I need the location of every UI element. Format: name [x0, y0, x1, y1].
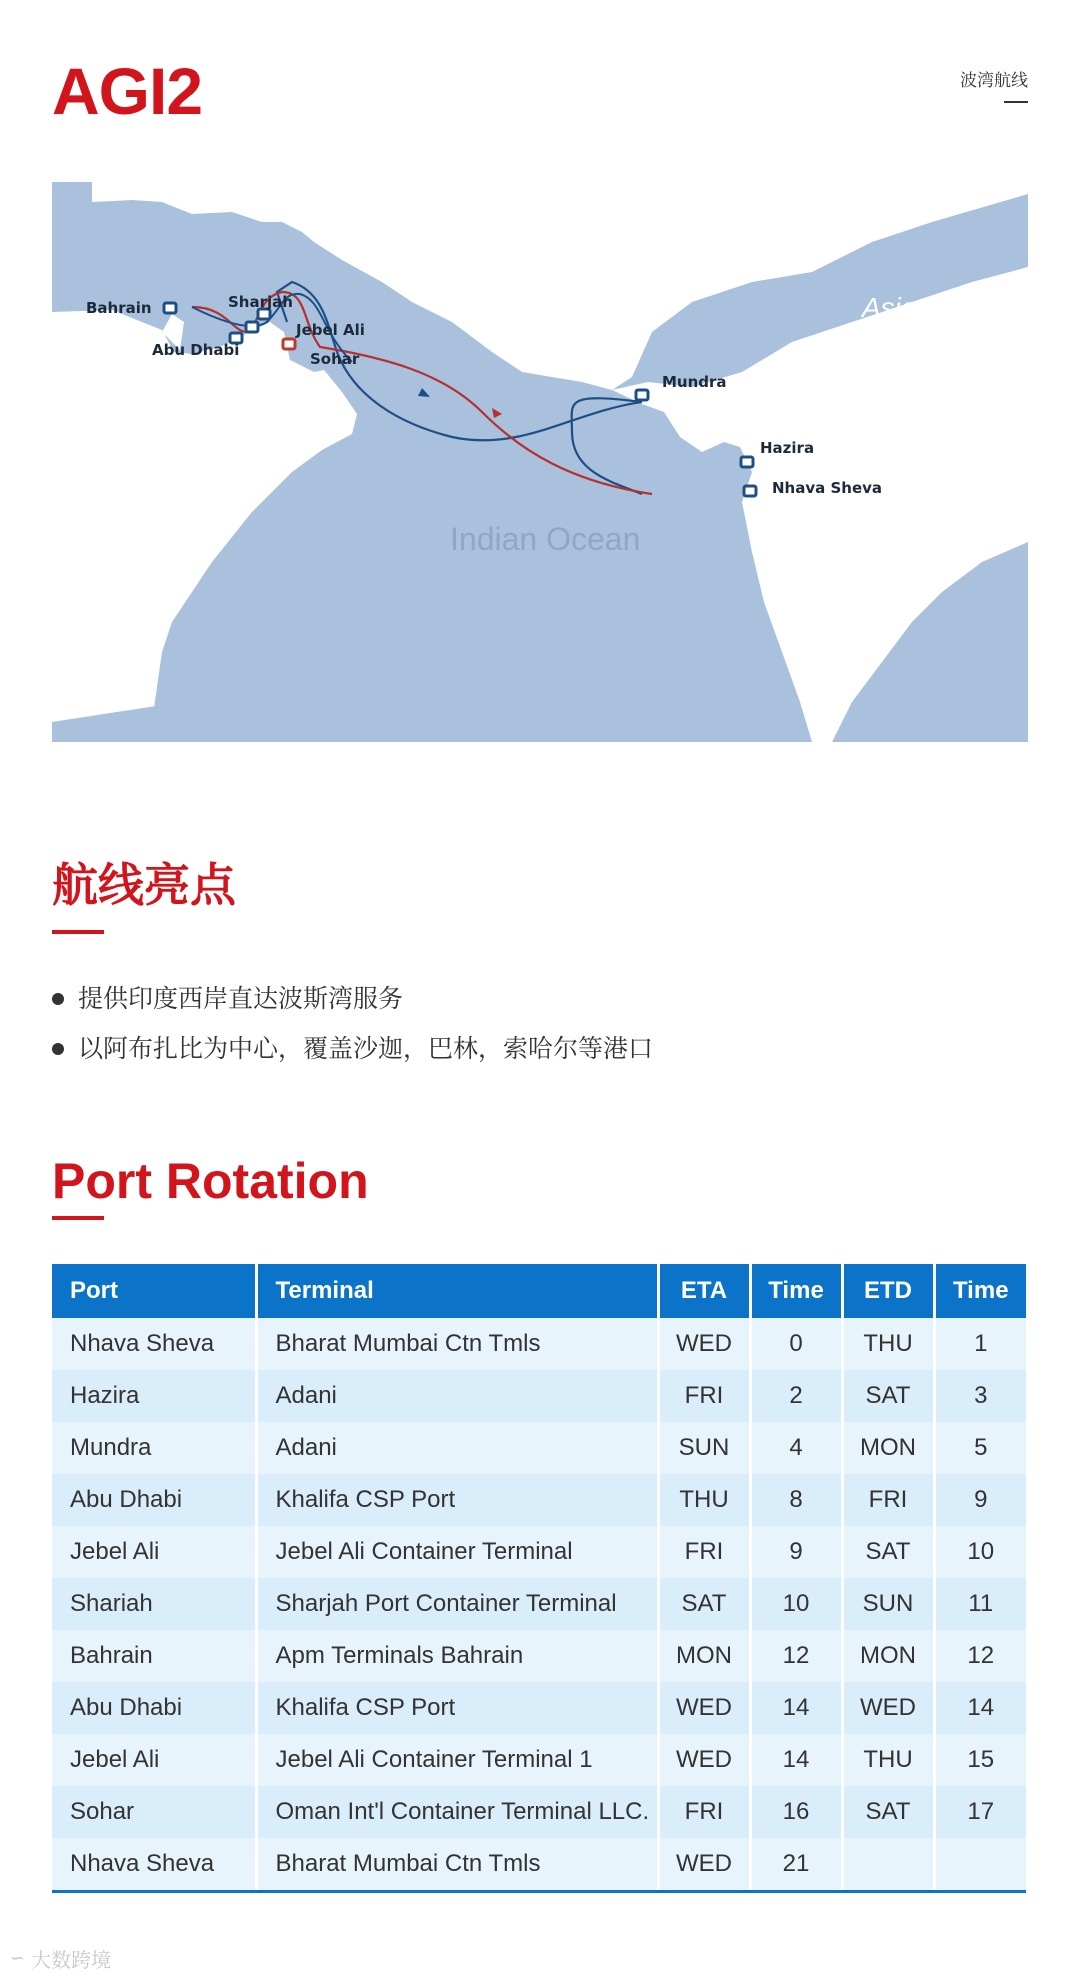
cell-etd: MON: [842, 1422, 934, 1474]
cell-etd: SUN: [842, 1578, 934, 1630]
cell-etd: WED: [842, 1682, 934, 1734]
bullet-dot: [52, 1043, 64, 1055]
cell-terminal: Khalifa CSP Port: [256, 1474, 658, 1526]
cell-eta: WED: [658, 1682, 750, 1734]
cell-eta-time: 14: [750, 1682, 842, 1734]
port-marker-jebel-ali: [246, 322, 258, 332]
cell-eta-time: 9: [750, 1526, 842, 1578]
cell-terminal: Bharat Mumbai Ctn Tmls: [256, 1838, 658, 1892]
cell-eta-time: 14: [750, 1734, 842, 1786]
cell-etd-time: 1: [934, 1318, 1026, 1370]
cell-port: Nhava Sheva: [52, 1838, 256, 1892]
route-map-svg: [52, 182, 1028, 742]
cell-port: Jebel Ali: [52, 1734, 256, 1786]
cell-eta-time: 2: [750, 1370, 842, 1422]
port-marker-sohar: [283, 339, 295, 349]
port-label-nhava-sheva: Nhava Sheva: [772, 479, 883, 497]
cell-eta: THU: [658, 1474, 750, 1526]
column-header-port: Port: [52, 1264, 256, 1318]
cell-terminal: Khalifa CSP Port: [256, 1682, 658, 1734]
cell-etd-time: 17: [934, 1786, 1026, 1838]
highlights-list: [52, 974, 653, 1074]
watermark: [10, 1944, 111, 1973]
cell-eta: FRI: [658, 1370, 750, 1422]
cell-etd-time: 12: [934, 1630, 1026, 1682]
cell-etd-time: [934, 1838, 1026, 1892]
bullet-dot: [52, 993, 64, 1005]
route-category-label: 波湾航线: [960, 71, 1028, 91]
cell-etd: SAT: [842, 1786, 934, 1838]
cell-etd-time: 5: [934, 1422, 1026, 1474]
table-row: [52, 1370, 1026, 1422]
cell-terminal: Adani: [256, 1422, 658, 1474]
column-header-etd: ETD: [842, 1264, 934, 1318]
column-header-terminal: Terminal: [256, 1264, 658, 1318]
port-label-abu-dhabi: Abu Dhabi: [152, 341, 240, 359]
table-row: [52, 1682, 1026, 1734]
cell-etd-time: 11: [934, 1578, 1026, 1630]
cell-etd: FRI: [842, 1474, 934, 1526]
cell-terminal: Oman Int'l Container Terminal LLC.: [256, 1786, 658, 1838]
highlight-item: [52, 974, 653, 1024]
cell-terminal: Sharjah Port Container Terminal: [256, 1578, 658, 1630]
cell-port: Abu Dhabi: [52, 1474, 256, 1526]
table-row: [52, 1318, 1026, 1370]
port-marker-bahrain: [164, 303, 176, 313]
cell-terminal: Apm Terminals Bahrain: [256, 1630, 658, 1682]
port-label-sharjah: Sharjah: [228, 293, 293, 311]
cell-port: Abu Dhabi: [52, 1682, 256, 1734]
page-title: AGI2: [52, 54, 203, 128]
highlight-text: 以阿布扎比为中心，覆盖沙迦，巴林，索哈尔等港口: [78, 1034, 654, 1063]
cell-etd: THU: [842, 1318, 934, 1370]
route-category-tag: [960, 66, 1028, 103]
cell-port: Hazira: [52, 1370, 256, 1422]
cell-terminal: Adani: [256, 1370, 658, 1422]
cell-terminal: Jebel Ali Container Terminal 1: [256, 1734, 658, 1786]
cell-eta: FRI: [658, 1526, 750, 1578]
watermark-logo-icon: ∽: [10, 1948, 26, 1969]
cell-port: Shariah: [52, 1578, 256, 1630]
cell-terminal: Bharat Mumbai Ctn Tmls: [256, 1318, 658, 1370]
cell-eta-time: 16: [750, 1786, 842, 1838]
highlights-heading-underline: [52, 930, 104, 934]
rotation-heading-underline: [52, 1216, 104, 1220]
port-marker-hazira: [741, 457, 753, 467]
port-label-mundra: Mundra: [662, 373, 727, 391]
cell-eta: SUN: [658, 1422, 750, 1474]
highlights-heading: 航线亮点: [52, 858, 236, 912]
table-header-row: [52, 1264, 1026, 1318]
cell-eta-time: 12: [750, 1630, 842, 1682]
cell-eta: WED: [658, 1838, 750, 1892]
cell-etd: SAT: [842, 1370, 934, 1422]
port-marker-mundra: [636, 390, 648, 400]
table-row: [52, 1422, 1026, 1474]
route-map: [52, 182, 1028, 742]
highlight-item: [52, 1024, 653, 1074]
cell-etd-time: 3: [934, 1370, 1026, 1422]
cell-etd-time: 14: [934, 1682, 1026, 1734]
cell-eta-time: 4: [750, 1422, 842, 1474]
cell-port: Sohar: [52, 1786, 256, 1838]
cell-eta-time: 10: [750, 1578, 842, 1630]
table-row: [52, 1630, 1026, 1682]
cell-eta: MON: [658, 1630, 750, 1682]
table-row: [52, 1578, 1026, 1630]
cell-etd: SAT: [842, 1526, 934, 1578]
port-label-jebel-ali: Jebel Ali: [296, 321, 365, 339]
table-row: [52, 1838, 1026, 1892]
column-header-etd-time: Time: [934, 1264, 1026, 1318]
column-header-eta-time: Time: [750, 1264, 842, 1318]
cell-eta-time: 0: [750, 1318, 842, 1370]
watermark-text: 大数跨境: [31, 1948, 112, 1972]
column-header-eta: ETA: [658, 1264, 750, 1318]
table-row: [52, 1474, 1026, 1526]
cell-etd: THU: [842, 1734, 934, 1786]
cell-etd: [842, 1838, 934, 1892]
cell-eta: WED: [658, 1734, 750, 1786]
table-row: [52, 1526, 1026, 1578]
map-label-asia: Asia: [862, 292, 917, 323]
port-rotation-table: [52, 1264, 1026, 1893]
table-row: [52, 1734, 1026, 1786]
cell-eta-time: 8: [750, 1474, 842, 1526]
cell-port: Jebel Ali: [52, 1526, 256, 1578]
cell-etd-time: 10: [934, 1526, 1026, 1578]
tag-underline: [1004, 101, 1028, 103]
cell-port: Nhava Sheva: [52, 1318, 256, 1370]
cell-etd-time: 9: [934, 1474, 1026, 1526]
cell-eta-time: 21: [750, 1838, 842, 1892]
cell-port: Mundra: [52, 1422, 256, 1474]
table-row: [52, 1786, 1026, 1838]
port-label-bahrain: Bahrain: [86, 299, 152, 317]
port-label-hazira: Hazira: [760, 439, 815, 457]
rotation-heading: Port Rotation: [52, 1153, 369, 1209]
cell-eta: SAT: [658, 1578, 750, 1630]
cell-etd: MON: [842, 1630, 934, 1682]
highlight-text: 提供印度西岸直达波斯湾服务: [78, 984, 404, 1013]
cell-eta: FRI: [658, 1786, 750, 1838]
cell-etd-time: 15: [934, 1734, 1026, 1786]
cell-terminal: Jebel Ali Container Terminal: [256, 1526, 658, 1578]
port-label-sohar: Sohar: [310, 350, 360, 368]
cell-port: Bahrain: [52, 1630, 256, 1682]
cell-eta: WED: [658, 1318, 750, 1370]
map-label-indian-ocean: Indian Ocean: [450, 521, 641, 557]
port-marker-nhava-sheva: [744, 486, 756, 496]
